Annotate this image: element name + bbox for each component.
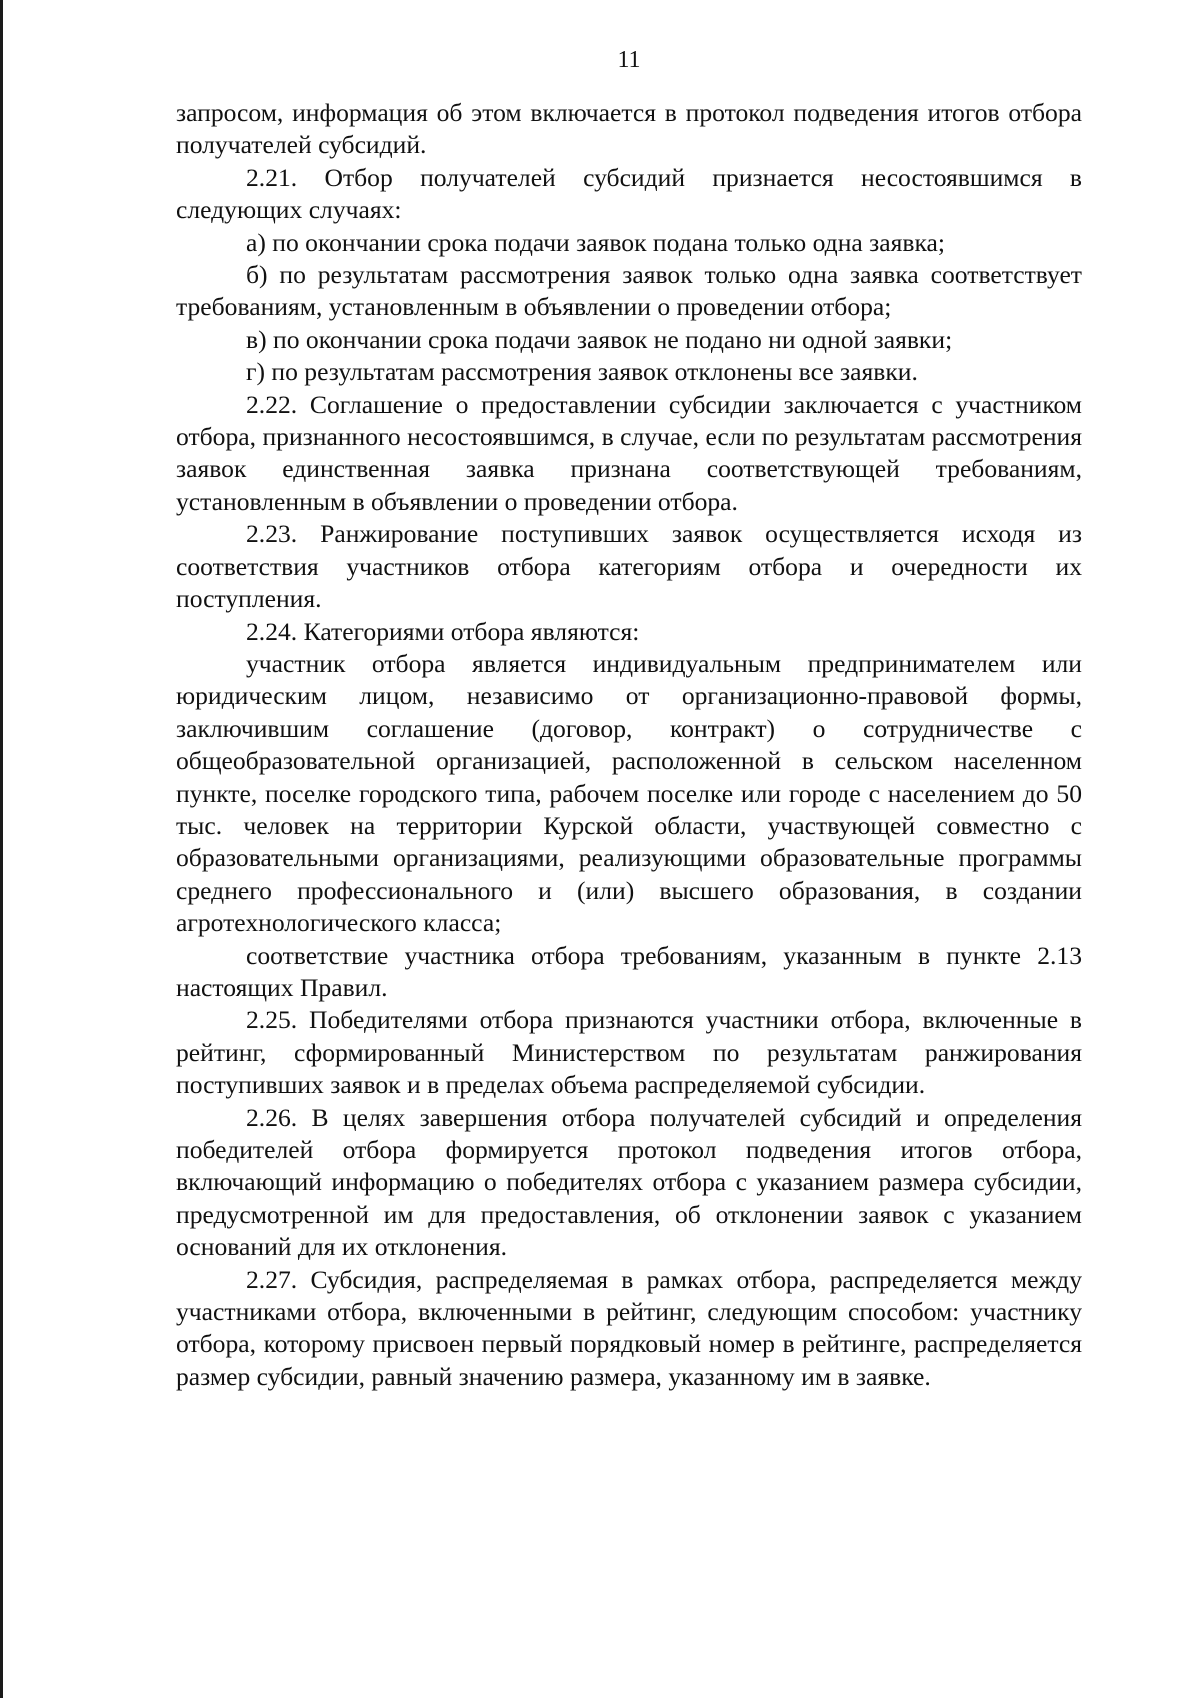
list-item-g: г) по результатам рассмотрения заявок отклонены все заявки. xyxy=(246,357,918,387)
scan-border xyxy=(0,0,3,1698)
paragraph-2-25: 2.25. Победителями отбора признаются участники отбора, включенные в рейтинг, сформированный Министерством по результатам ранжирования поступивших заявок и в пределах объема распределяемой субсидии. xyxy=(176,1005,1082,1100)
paragraph-2-24: 2.24. Категориями отбора являются: xyxy=(246,616,640,646)
paragraph-2-22: 2.22. Соглашение о предоставлении субсидии заключается с участником отбора, признанного несостоявшимся, в случае, если по результатам рассмотрения заявок единственная заявка признана соответствующей требованиям, установленным в объявлении о проведении отбора. xyxy=(176,389,1082,516)
paragraph-2-27: 2.27. Субсидия, распределяемая в рамках отбора, распределяется между участниками отбора, включенными в рейтинг, следующим способом: участнику отбора, которому присвоен первый порядковый номер в рейтинге, распределяется размер субсидии, равный значению размера, указанному им в заявке. xyxy=(176,1264,1082,1391)
list-item-b: б) по результатам рассмотрения заявок только одна заявка соответствует требованиям, установленным в объявлении о проведении отбора; xyxy=(176,260,1082,322)
category-participant: участник отбора является индивидуальным предпринимателем или юридическим лицом, независимо от организационно-правовой формы, заключившим соглашение (договор, контракт) о сотрудничестве с общеобразовательной организацией, расположенной в сельском населенном пункте, поселке городского типа, рабочем поселке или городе с населением до 50 тыс. человек на территории Курской области, участвующей совместно с образовательными организациями, реализующими образовательные программы среднего профессионального и (или) высшего образования, в создании агротехнологического класса; xyxy=(176,648,1082,938)
paragraph-continuation: запросом, информация об этом включается в протокол подведения итогов отбора получателей субсидий. xyxy=(176,98,1082,160)
category-compliance: соответствие участника отбора требованиям, указанным в пункте 2.13 настоящих Правил. xyxy=(176,940,1082,1002)
document-page xyxy=(176,0,1082,1698)
list-item-a: а) по окончании срока подачи заявок подана только одна заявка; xyxy=(246,227,945,257)
paragraph-2-23: 2.23. Ранжирование поступивших заявок осуществляется исходя из соответствия участников отбора категориям отбора и очередности их поступления. xyxy=(176,519,1082,614)
document-body xyxy=(176,97,1082,1393)
list-item-v: в) по окончании срока подачи заявок не подано ни одной заявки; xyxy=(246,324,953,354)
paragraph-2-26: 2.26. В целях завершения отбора получателей субсидий и определения победителей отбора формируется протокол подведения итогов отбора, включающий информацию о победителях отбора с указанием размера субсидии, предусмотренной им для предоставления, об отклонении заявок с указанием оснований для их отклонения. xyxy=(176,1102,1082,1262)
page-number: 11 xyxy=(617,47,641,73)
paragraph-2-21: 2.21. Отбор получателей субсидий признается несостоявшимся в следующих случаях: xyxy=(176,162,1082,225)
